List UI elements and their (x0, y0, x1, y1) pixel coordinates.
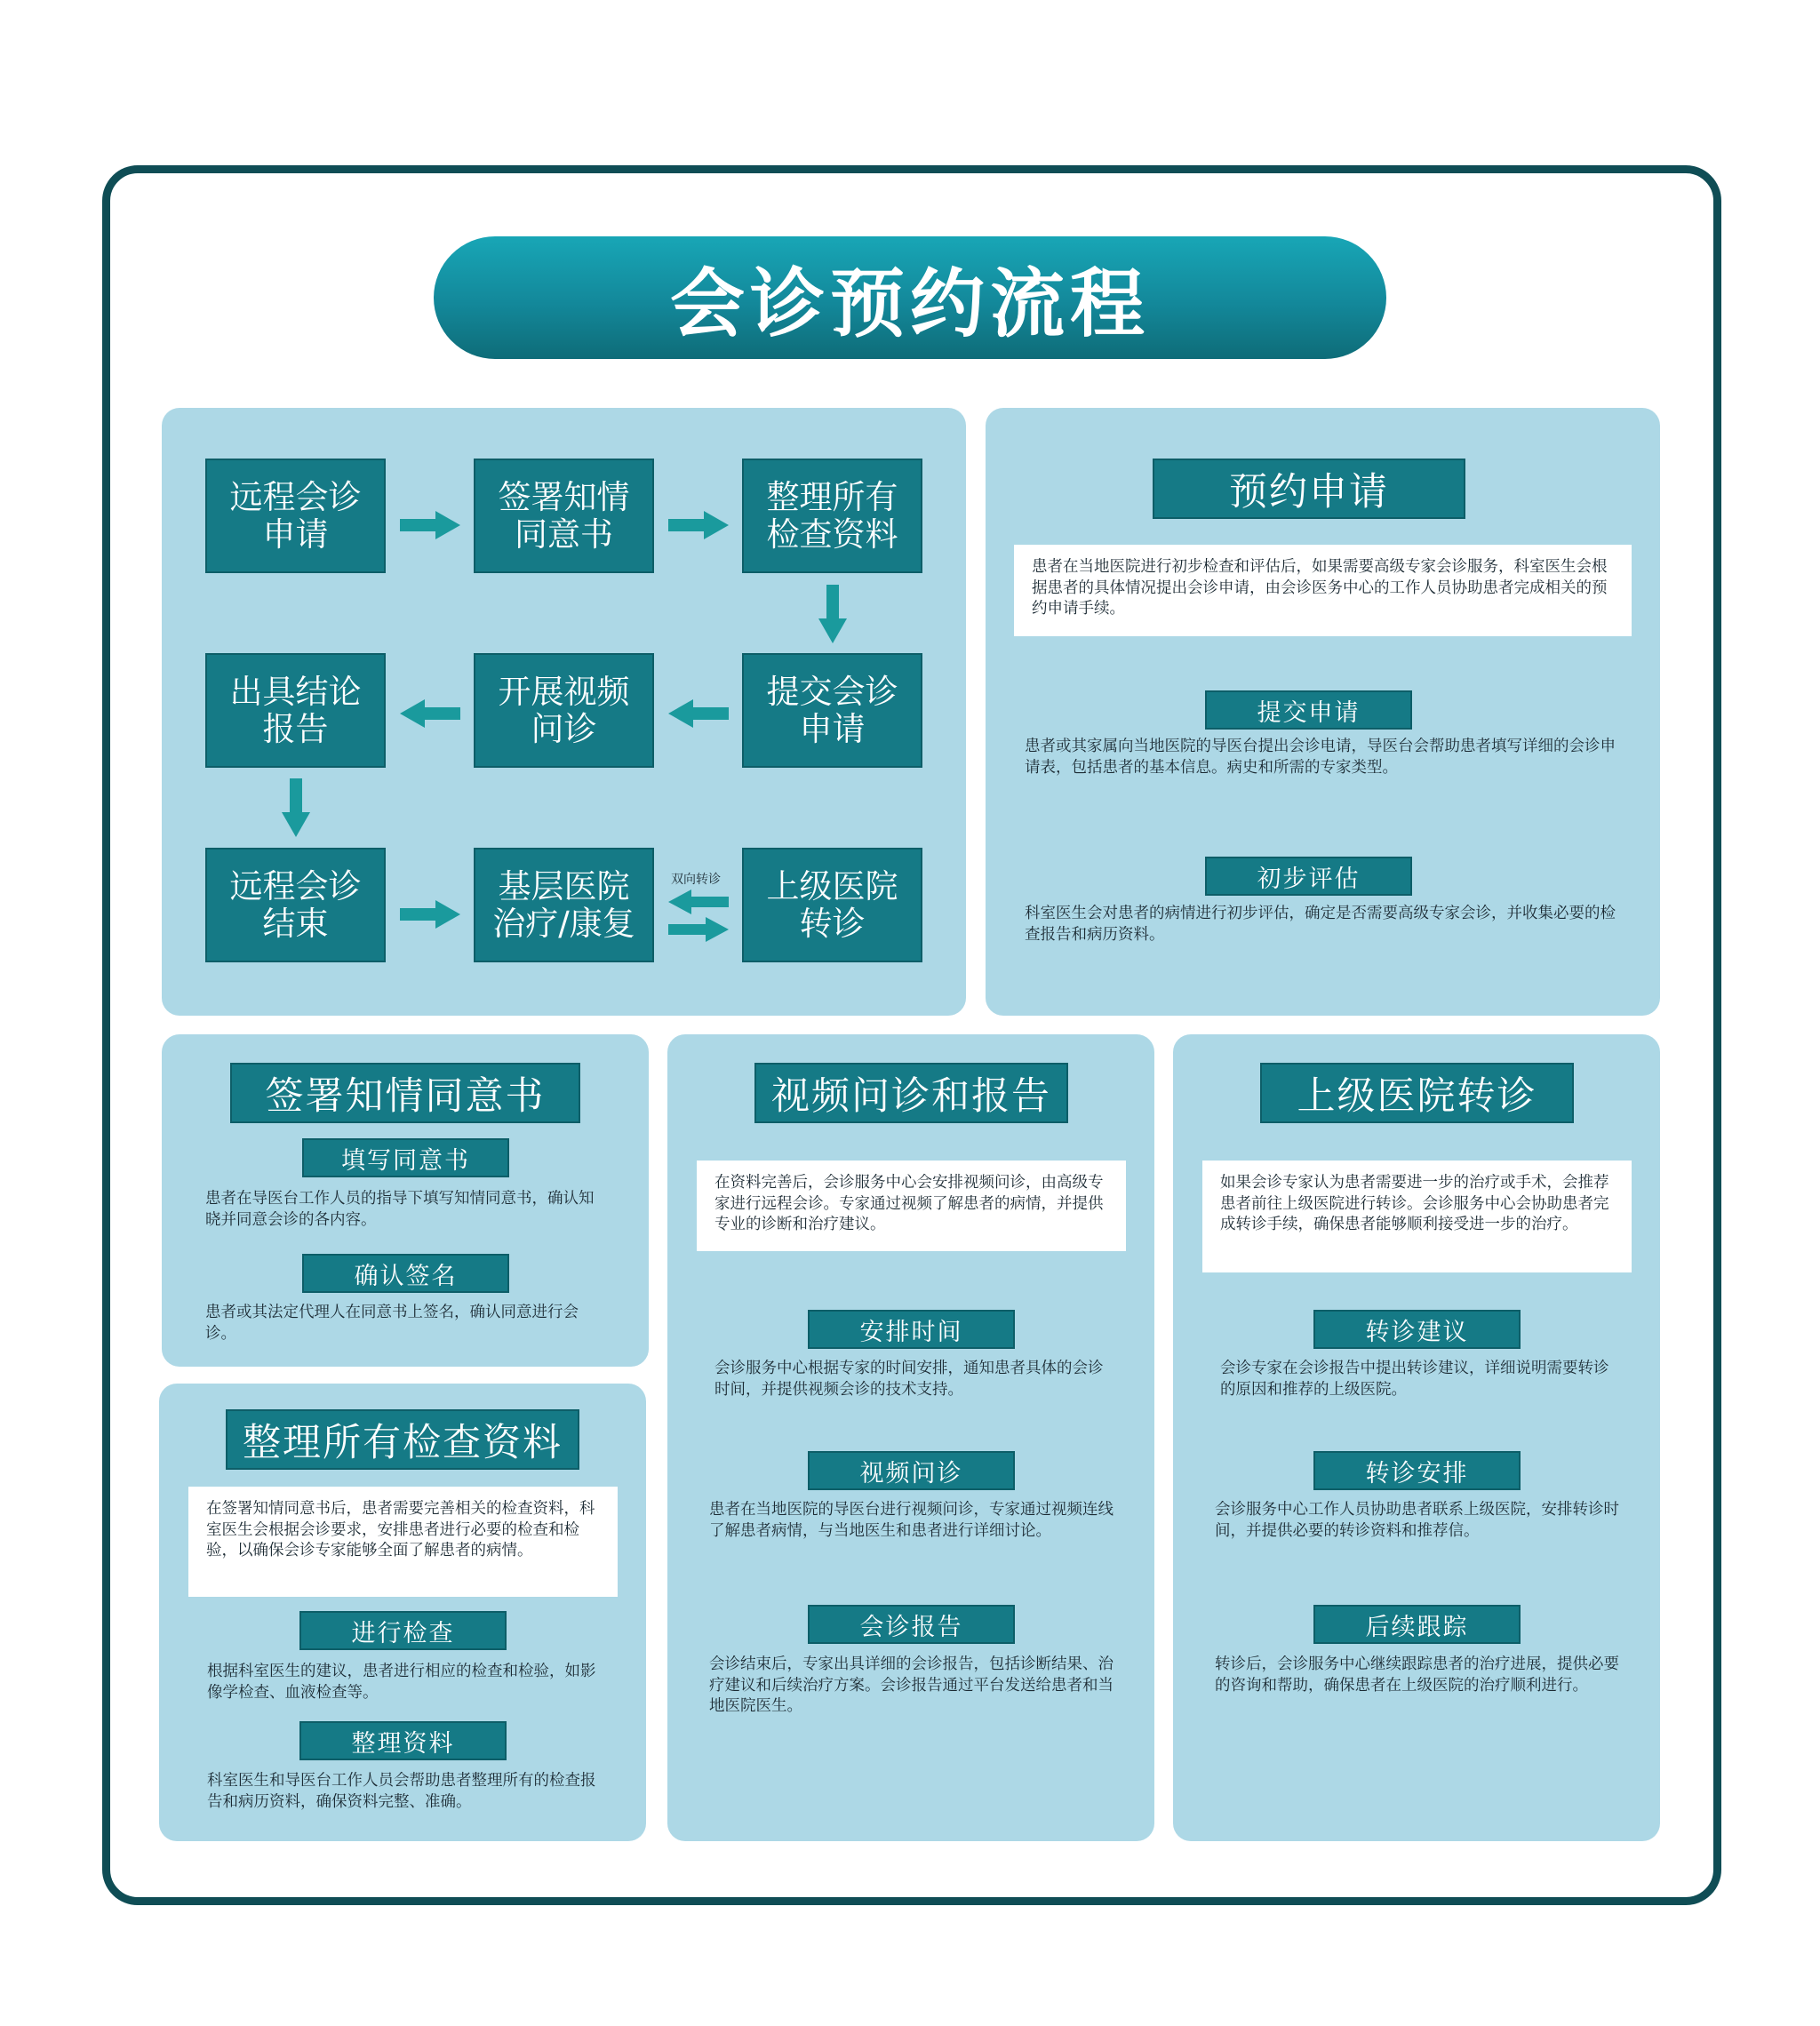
video-step-text: 会诊结束后，专家出具详细的会诊报告，包括诊断结果、治疗建议和后续治疗方案。会诊报告通过平台发送给患者和当地医院医生。 (709, 1655, 1114, 1715)
referral-step-title: 转诊建议 (1313, 1310, 1521, 1349)
appointment-header: 预约申请 (1153, 459, 1465, 519)
video-header: 视频问诊和报告 (754, 1063, 1068, 1123)
referral-step-text: 会诊专家在会诊报告中提出转诊建议，详细说明需要转诊的原因和推荐的上级医院。 (1220, 1360, 1609, 1399)
arrow-down-icon (818, 585, 847, 643)
organize-step-text: 根据科室医生的建议，患者进行相应的检查和检验，如影像学检查、血液检查等。 (207, 1663, 596, 1702)
flow-box-line: 申请 (799, 709, 866, 748)
video-step-text: 患者在当地医院的导医台进行视频问诊，专家通过视频连线了解患者病情，与当地医生和患者进行详细讨论。 (709, 1501, 1114, 1540)
arrow-left-icon (400, 699, 460, 728)
flow-box-line: 基层医院 (498, 866, 630, 905)
flow-box-line: 开展视频 (498, 672, 630, 711)
flow-box-line: 检查资料 (766, 514, 898, 554)
flow-box-sign-consent (474, 459, 654, 573)
referral-intro: 如果会诊专家认为患者需要进一步的治疗或手术，会推荐患者前往上级医院进行转诊。会诊服务中心会协助患者完成转诊手续，确保患者能够顺利接受进一步的治疗。 (1202, 1161, 1632, 1272)
organize-step-text: 科室医生和导医台工作人员会帮助患者整理所有的检查报告和病历资料，确保资料完整、准确。 (207, 1772, 596, 1811)
video-intro: 在资料完善后，会诊服务中心会安排视频问诊，由高级专家进行远程会诊。专家通过视频了解患者的病情，并提供专业的诊断和治疗建议。 (697, 1161, 1126, 1251)
flow-box-line: 远程会诊 (229, 866, 362, 905)
consent-step-title: 确认签名 (302, 1254, 509, 1293)
video-step-title: 视频问诊 (808, 1451, 1015, 1490)
flow-box-line: 远程会诊 (229, 477, 362, 516)
flow-box-line: 问诊 (531, 709, 597, 748)
flow-box-upper-hospital (742, 848, 922, 962)
flow-box-line: 出具结论 (229, 672, 362, 711)
video-panel (667, 1034, 1154, 1841)
title-banner (434, 236, 1386, 359)
appointment-step-title: 提交申请 (1205, 690, 1412, 730)
organize-step-title: 整理资料 (299, 1721, 507, 1760)
consent-step-text: 患者在导医台工作人员的指导下填写知情同意书，确认知晓并同意会诊的各内容。 (205, 1190, 595, 1229)
flow-box-remote-request (205, 459, 386, 573)
appointment-step-title: 初步评估 (1205, 857, 1412, 896)
flow-box-video-consult (474, 653, 654, 768)
flow-box-line: 整理所有 (766, 477, 898, 516)
video-step-text: 会诊服务中心根据专家的时间安排，通知患者具体的会诊时间，并提供视频会诊的技术支持。 (714, 1360, 1104, 1399)
arrow-right-icon (668, 917, 729, 942)
referral-step-title: 转诊安排 (1313, 1451, 1521, 1490)
arrow-left-icon (668, 889, 729, 914)
appointment-step-text: 患者或其家属向当地医院的导医台提出会诊电请，导医台会帮助患者填写详细的会诊申请表，包括患者的基本信息。病史和所需的专家类型。 (1025, 738, 1616, 777)
flow-box-organize-records (742, 459, 922, 573)
flow-box-line: 转诊 (799, 904, 866, 943)
consent-header: 签署知情同意书 (230, 1063, 580, 1123)
flow-box-remote-end (205, 848, 386, 962)
referral-header: 上级医院转诊 (1260, 1063, 1574, 1123)
flow-box-primary-care (474, 848, 654, 962)
flow-box-line: 签署知情 (498, 477, 630, 516)
flow-box-line: 报告 (262, 709, 329, 748)
referral-panel (1173, 1034, 1660, 1841)
organize-header: 整理所有检查资料 (226, 1409, 579, 1470)
organize-intro: 在签署知情同意书后，患者需要完善相关的检查资料，科室医生会根据会诊要求，安排患者进行必要的检查和检验，以确保会诊专家能够全面了解患者的病情。 (188, 1487, 618, 1597)
appointment-step-text: 科室医生会对患者的病情进行初步评估，确定是否需要高级专家会诊，并收集必要的检查报告和病历资料。 (1025, 905, 1616, 944)
arrow-down-icon (282, 778, 310, 837)
organize-step-title: 进行检查 (299, 1611, 507, 1650)
arrow-right-icon (400, 511, 460, 539)
flow-box-line: 同意书 (515, 514, 613, 554)
flow-box-line: 治疗/康复 (492, 904, 635, 943)
referral-step-text: 会诊服务中心工作人员协助患者联系上级医院，安排转诊时间，并提供必要的转诊资料和推荐信。 (1215, 1501, 1619, 1540)
video-step-title: 会诊报告 (808, 1605, 1015, 1644)
flow-box-line: 上级医院 (766, 866, 898, 905)
arrow-left-icon (668, 699, 729, 728)
consent-step-text: 患者或其法定代理人在同意书上签名，确认同意进行会诊。 (205, 1304, 579, 1343)
flow-box-line: 提交会诊 (766, 672, 898, 711)
referral-step-title: 后续跟踪 (1313, 1605, 1521, 1644)
video-step-title: 安排时间 (808, 1310, 1015, 1349)
referral-step-text: 转诊后，会诊服务中心继续跟踪患者的治疗进展，提供必要的咨询和帮助，确保患者在上级医院的治疗顺利进行。 (1215, 1655, 1619, 1695)
flow-box-line: 结束 (262, 904, 329, 943)
flow-box-line: 申请 (262, 514, 329, 554)
appointment-intro: 患者在当地医院进行初步检查和评估后，如果需要高级专家会诊服务，科室医生会根据患者的具体情况提出会诊申请，由会诊医务中心的工作人员协助患者完成相关的预约申请手续。 (1014, 545, 1632, 636)
arrow-right-icon (668, 511, 729, 539)
arrow-right-icon (400, 900, 460, 929)
flow-box-issue-report (205, 653, 386, 768)
flow-box-submit-request (742, 653, 922, 768)
page-title: 会诊预约流程 (669, 259, 1150, 347)
consent-step-title: 填写同意书 (302, 1138, 509, 1177)
bidirectional-label: 双向转诊 (671, 873, 721, 887)
